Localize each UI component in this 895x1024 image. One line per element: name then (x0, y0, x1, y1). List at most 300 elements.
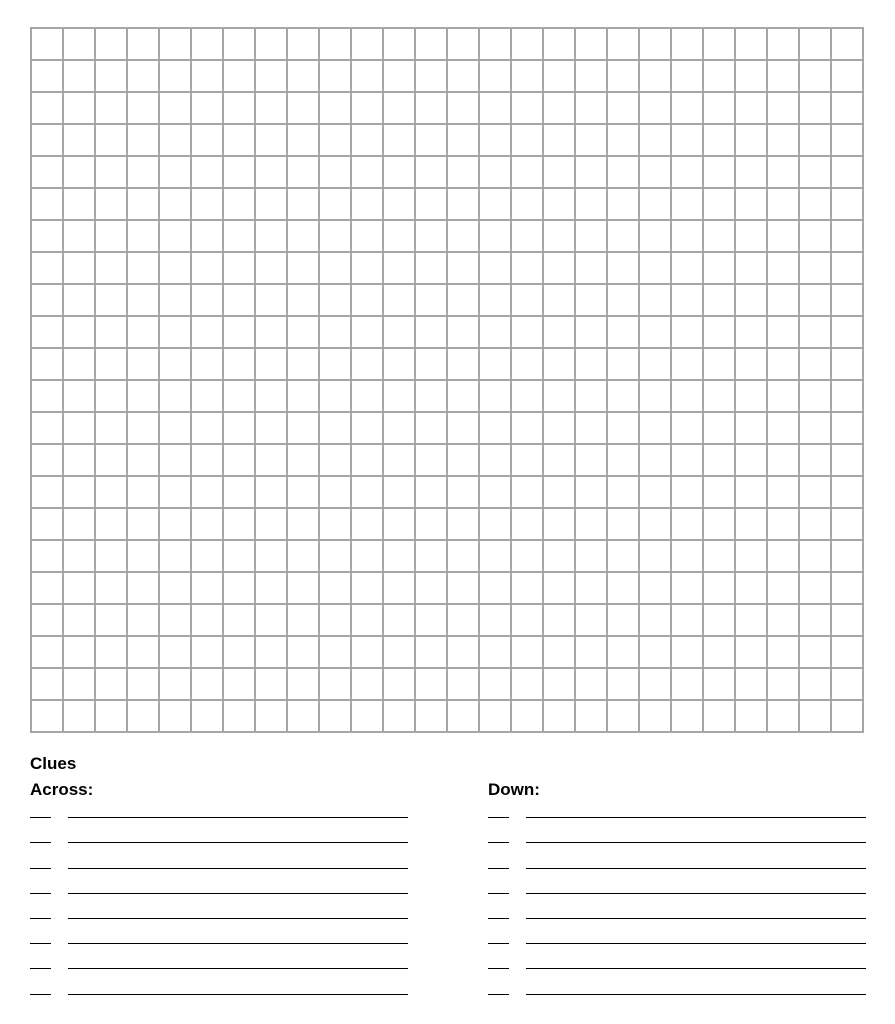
grid-cell[interactable] (128, 93, 160, 125)
grid-cell[interactable] (448, 669, 480, 701)
grid-cell[interactable] (736, 445, 768, 477)
grid-cell[interactable] (608, 157, 640, 189)
grid-cell[interactable] (800, 605, 832, 637)
clue-number-blank[interactable] (30, 868, 51, 869)
grid-cell[interactable] (160, 349, 192, 381)
grid-cell[interactable] (384, 317, 416, 349)
grid-cell[interactable] (384, 413, 416, 445)
grid-cell[interactable] (448, 381, 480, 413)
grid-cell[interactable] (96, 445, 128, 477)
grid-cell[interactable] (32, 637, 64, 669)
grid-cell[interactable] (160, 509, 192, 541)
grid-cell[interactable] (640, 637, 672, 669)
grid-cell[interactable] (224, 605, 256, 637)
grid-cell[interactable] (256, 477, 288, 509)
grid-cell[interactable] (448, 189, 480, 221)
grid-cell[interactable] (704, 61, 736, 93)
clue-text-blank[interactable] (526, 918, 866, 919)
grid-cell[interactable] (736, 509, 768, 541)
grid-cell[interactable] (96, 285, 128, 317)
grid-cell[interactable] (480, 125, 512, 157)
grid-cell[interactable] (416, 477, 448, 509)
grid-cell[interactable] (480, 445, 512, 477)
grid-cell[interactable] (256, 221, 288, 253)
grid-cell[interactable] (288, 61, 320, 93)
grid-cell[interactable] (96, 413, 128, 445)
grid-cell[interactable] (544, 701, 576, 733)
grid-cell[interactable] (256, 157, 288, 189)
grid-cell[interactable] (640, 413, 672, 445)
grid-cell[interactable] (672, 701, 704, 733)
grid-cell[interactable] (512, 221, 544, 253)
clue-number-blank[interactable] (488, 842, 509, 843)
grid-cell[interactable] (128, 637, 160, 669)
grid-cell[interactable] (480, 509, 512, 541)
grid-cell[interactable] (768, 381, 800, 413)
grid-cell[interactable] (256, 189, 288, 221)
clue-number-blank[interactable] (30, 943, 51, 944)
grid-cell[interactable] (544, 381, 576, 413)
grid-cell[interactable] (640, 157, 672, 189)
grid-cell[interactable] (416, 413, 448, 445)
grid-cell[interactable] (96, 669, 128, 701)
grid-cell[interactable] (576, 701, 608, 733)
grid-cell[interactable] (416, 701, 448, 733)
grid-cell[interactable] (512, 477, 544, 509)
grid-cell[interactable] (288, 285, 320, 317)
grid-cell[interactable] (288, 477, 320, 509)
grid-cell[interactable] (512, 637, 544, 669)
grid-cell[interactable] (448, 637, 480, 669)
grid-cell[interactable] (800, 413, 832, 445)
grid-cell[interactable] (800, 317, 832, 349)
grid-cell[interactable] (64, 93, 96, 125)
grid-cell[interactable] (160, 189, 192, 221)
grid-cell[interactable] (128, 509, 160, 541)
grid-cell[interactable] (128, 349, 160, 381)
grid-cell[interactable] (352, 317, 384, 349)
grid-cell[interactable] (32, 413, 64, 445)
grid-cell[interactable] (672, 477, 704, 509)
clue-text-blank[interactable] (526, 893, 866, 894)
grid-cell[interactable] (96, 349, 128, 381)
grid-cell[interactable] (160, 413, 192, 445)
grid-cell[interactable] (768, 669, 800, 701)
grid-cell[interactable] (800, 285, 832, 317)
grid-cell[interactable] (704, 477, 736, 509)
grid-cell[interactable] (448, 61, 480, 93)
grid-cell[interactable] (448, 701, 480, 733)
grid-cell[interactable] (256, 253, 288, 285)
grid-cell[interactable] (192, 381, 224, 413)
grid-cell[interactable] (320, 509, 352, 541)
grid-cell[interactable] (128, 189, 160, 221)
grid-cell[interactable] (224, 509, 256, 541)
grid-cell[interactable] (704, 509, 736, 541)
grid-cell[interactable] (832, 413, 864, 445)
grid-cell[interactable] (608, 701, 640, 733)
grid-cell[interactable] (320, 157, 352, 189)
grid-cell[interactable] (384, 509, 416, 541)
grid-cell[interactable] (416, 61, 448, 93)
grid-cell[interactable] (576, 669, 608, 701)
grid-cell[interactable] (96, 189, 128, 221)
grid-cell[interactable] (384, 605, 416, 637)
grid-cell[interactable] (416, 29, 448, 61)
grid-cell[interactable] (736, 157, 768, 189)
grid-cell[interactable] (192, 605, 224, 637)
grid-cell[interactable] (480, 317, 512, 349)
grid-cell[interactable] (352, 61, 384, 93)
grid-cell[interactable] (736, 317, 768, 349)
grid-cell[interactable] (672, 317, 704, 349)
grid-cell[interactable] (96, 701, 128, 733)
grid-cell[interactable] (608, 29, 640, 61)
grid-cell[interactable] (704, 29, 736, 61)
grid-cell[interactable] (832, 285, 864, 317)
grid-cell[interactable] (704, 541, 736, 573)
grid-cell[interactable] (352, 157, 384, 189)
grid-cell[interactable] (704, 157, 736, 189)
grid-cell[interactable] (736, 541, 768, 573)
grid-cell[interactable] (768, 605, 800, 637)
grid-cell[interactable] (640, 349, 672, 381)
grid-cell[interactable] (544, 509, 576, 541)
grid-cell[interactable] (704, 285, 736, 317)
grid-cell[interactable] (640, 701, 672, 733)
grid-cell[interactable] (576, 541, 608, 573)
clue-text-blank[interactable] (68, 918, 408, 919)
grid-cell[interactable] (640, 509, 672, 541)
grid-cell[interactable] (800, 93, 832, 125)
grid-cell[interactable] (416, 317, 448, 349)
grid-cell[interactable] (512, 61, 544, 93)
grid-cell[interactable] (512, 381, 544, 413)
grid-cell[interactable] (800, 189, 832, 221)
grid-cell[interactable] (384, 189, 416, 221)
grid-cell[interactable] (416, 221, 448, 253)
grid-cell[interactable] (480, 189, 512, 221)
grid-cell[interactable] (544, 669, 576, 701)
grid-cell[interactable] (448, 349, 480, 381)
grid-cell[interactable] (32, 381, 64, 413)
grid-cell[interactable] (512, 573, 544, 605)
grid-cell[interactable] (416, 445, 448, 477)
grid-cell[interactable] (544, 189, 576, 221)
grid-cell[interactable] (160, 637, 192, 669)
grid-cell[interactable] (800, 125, 832, 157)
grid-cell[interactable] (96, 509, 128, 541)
clue-number-blank[interactable] (30, 893, 51, 894)
grid-cell[interactable] (288, 669, 320, 701)
grid-cell[interactable] (768, 189, 800, 221)
grid-cell[interactable] (672, 445, 704, 477)
grid-cell[interactable] (512, 669, 544, 701)
grid-cell[interactable] (480, 253, 512, 285)
grid-cell[interactable] (224, 573, 256, 605)
grid-cell[interactable] (672, 605, 704, 637)
grid-cell[interactable] (512, 701, 544, 733)
grid-cell[interactable] (224, 125, 256, 157)
grid-cell[interactable] (224, 381, 256, 413)
grid-cell[interactable] (384, 477, 416, 509)
grid-cell[interactable] (352, 541, 384, 573)
grid-cell[interactable] (416, 189, 448, 221)
grid-cell[interactable] (672, 637, 704, 669)
grid-cell[interactable] (640, 669, 672, 701)
grid-cell[interactable] (704, 381, 736, 413)
grid-cell[interactable] (32, 317, 64, 349)
grid-cell[interactable] (544, 317, 576, 349)
grid-cell[interactable] (128, 381, 160, 413)
grid-cell[interactable] (384, 61, 416, 93)
grid-cell[interactable] (512, 413, 544, 445)
grid-cell[interactable] (800, 253, 832, 285)
grid-cell[interactable] (640, 253, 672, 285)
grid-cell[interactable] (160, 445, 192, 477)
grid-cell[interactable] (544, 445, 576, 477)
grid-cell[interactable] (192, 125, 224, 157)
grid-cell[interactable] (736, 93, 768, 125)
grid-cell[interactable] (576, 221, 608, 253)
grid-cell[interactable] (352, 477, 384, 509)
grid-cell[interactable] (320, 637, 352, 669)
grid-cell[interactable] (640, 573, 672, 605)
grid-cell[interactable] (192, 189, 224, 221)
grid-cell[interactable] (160, 669, 192, 701)
grid-cell[interactable] (608, 285, 640, 317)
grid-cell[interactable] (320, 317, 352, 349)
grid-cell[interactable] (128, 477, 160, 509)
grid-cell[interactable] (640, 381, 672, 413)
grid-cell[interactable] (288, 701, 320, 733)
grid-cell[interactable] (672, 509, 704, 541)
grid-cell[interactable] (800, 349, 832, 381)
grid-cell[interactable] (640, 221, 672, 253)
grid-cell[interactable] (384, 157, 416, 189)
grid-cell[interactable] (256, 317, 288, 349)
grid-cell[interactable] (608, 253, 640, 285)
grid-cell[interactable] (384, 93, 416, 125)
grid-cell[interactable] (576, 605, 608, 637)
grid-cell[interactable] (672, 669, 704, 701)
grid-cell[interactable] (736, 189, 768, 221)
clue-number-blank[interactable] (488, 968, 509, 969)
grid-cell[interactable] (416, 125, 448, 157)
grid-cell[interactable] (32, 221, 64, 253)
grid-cell[interactable] (320, 29, 352, 61)
grid-cell[interactable] (64, 605, 96, 637)
grid-cell[interactable] (512, 605, 544, 637)
grid-cell[interactable] (768, 509, 800, 541)
grid-cell[interactable] (128, 605, 160, 637)
grid-cell[interactable] (320, 541, 352, 573)
grid-cell[interactable] (800, 637, 832, 669)
grid-cell[interactable] (768, 701, 800, 733)
grid-cell[interactable] (448, 93, 480, 125)
grid-cell[interactable] (640, 61, 672, 93)
grid-cell[interactable] (352, 637, 384, 669)
clue-number-blank[interactable] (488, 943, 509, 944)
grid-cell[interactable] (832, 445, 864, 477)
grid-cell[interactable] (352, 253, 384, 285)
grid-cell[interactable] (832, 317, 864, 349)
grid-cell[interactable] (352, 605, 384, 637)
grid-cell[interactable] (768, 93, 800, 125)
grid-cell[interactable] (480, 285, 512, 317)
grid-cell[interactable] (480, 573, 512, 605)
grid-cell[interactable] (256, 349, 288, 381)
grid-cell[interactable] (608, 125, 640, 157)
grid-cell[interactable] (224, 541, 256, 573)
grid-cell[interactable] (608, 317, 640, 349)
grid-cell[interactable] (288, 381, 320, 413)
grid-cell[interactable] (224, 189, 256, 221)
grid-cell[interactable] (320, 221, 352, 253)
grid-cell[interactable] (512, 253, 544, 285)
grid-cell[interactable] (256, 125, 288, 157)
grid-cell[interactable] (736, 349, 768, 381)
grid-cell[interactable] (128, 573, 160, 605)
grid-cell[interactable] (288, 573, 320, 605)
grid-cell[interactable] (160, 29, 192, 61)
grid-cell[interactable] (448, 253, 480, 285)
grid-cell[interactable] (448, 317, 480, 349)
grid-cell[interactable] (288, 445, 320, 477)
grid-cell[interactable] (64, 349, 96, 381)
grid-cell[interactable] (64, 253, 96, 285)
grid-cell[interactable] (768, 541, 800, 573)
grid-cell[interactable] (672, 93, 704, 125)
grid-cell[interactable] (480, 157, 512, 189)
grid-cell[interactable] (832, 189, 864, 221)
grid-cell[interactable] (96, 605, 128, 637)
grid-cell[interactable] (832, 349, 864, 381)
grid-cell[interactable] (800, 509, 832, 541)
grid-cell[interactable] (800, 381, 832, 413)
grid-cell[interactable] (640, 189, 672, 221)
grid-cell[interactable] (384, 29, 416, 61)
grid-cell[interactable] (736, 573, 768, 605)
grid-cell[interactable] (608, 61, 640, 93)
grid-cell[interactable] (736, 701, 768, 733)
clue-text-blank[interactable] (68, 868, 408, 869)
grid-cell[interactable] (416, 381, 448, 413)
grid-cell[interactable] (32, 349, 64, 381)
grid-cell[interactable] (736, 61, 768, 93)
grid-cell[interactable] (288, 317, 320, 349)
grid-cell[interactable] (320, 285, 352, 317)
clue-number-blank[interactable] (30, 994, 51, 995)
grid-cell[interactable] (256, 61, 288, 93)
grid-cell[interactable] (640, 285, 672, 317)
grid-cell[interactable] (480, 413, 512, 445)
grid-cell[interactable] (64, 637, 96, 669)
grid-cell[interactable] (288, 221, 320, 253)
grid-cell[interactable] (704, 253, 736, 285)
grid-cell[interactable] (512, 541, 544, 573)
grid-cell[interactable] (256, 701, 288, 733)
grid-cell[interactable] (832, 669, 864, 701)
grid-cell[interactable] (128, 29, 160, 61)
clue-text-blank[interactable] (68, 943, 408, 944)
grid-cell[interactable] (160, 381, 192, 413)
grid-cell[interactable] (832, 541, 864, 573)
grid-cell[interactable] (672, 349, 704, 381)
grid-cell[interactable] (480, 701, 512, 733)
grid-cell[interactable] (320, 605, 352, 637)
grid-cell[interactable] (416, 573, 448, 605)
grid-cell[interactable] (736, 29, 768, 61)
grid-cell[interactable] (512, 29, 544, 61)
grid-cell[interactable] (544, 349, 576, 381)
grid-cell[interactable] (480, 93, 512, 125)
grid-cell[interactable] (832, 701, 864, 733)
grid-cell[interactable] (384, 253, 416, 285)
grid-cell[interactable] (64, 701, 96, 733)
grid-cell[interactable] (320, 573, 352, 605)
grid-cell[interactable] (384, 445, 416, 477)
grid-cell[interactable] (672, 381, 704, 413)
grid-cell[interactable] (256, 669, 288, 701)
grid-cell[interactable] (544, 541, 576, 573)
grid-cell[interactable] (832, 605, 864, 637)
grid-cell[interactable] (576, 509, 608, 541)
grid-cell[interactable] (352, 573, 384, 605)
grid-cell[interactable] (576, 93, 608, 125)
grid-cell[interactable] (160, 317, 192, 349)
grid-cell[interactable] (800, 669, 832, 701)
grid-cell[interactable] (96, 317, 128, 349)
grid-cell[interactable] (736, 381, 768, 413)
grid-cell[interactable] (544, 29, 576, 61)
grid-cell[interactable] (480, 637, 512, 669)
grid-cell[interactable] (544, 125, 576, 157)
grid-cell[interactable] (64, 413, 96, 445)
grid-cell[interactable] (256, 605, 288, 637)
grid-cell[interactable] (544, 605, 576, 637)
grid-cell[interactable] (352, 221, 384, 253)
grid-cell[interactable] (768, 445, 800, 477)
grid-cell[interactable] (352, 509, 384, 541)
grid-cell[interactable] (384, 541, 416, 573)
grid-cell[interactable] (576, 445, 608, 477)
grid-cell[interactable] (512, 189, 544, 221)
grid-cell[interactable] (672, 157, 704, 189)
grid-cell[interactable] (704, 573, 736, 605)
grid-cell[interactable] (352, 349, 384, 381)
grid-cell[interactable] (288, 253, 320, 285)
grid-cell[interactable] (704, 445, 736, 477)
grid-cell[interactable] (832, 29, 864, 61)
grid-cell[interactable] (192, 669, 224, 701)
grid-cell[interactable] (736, 221, 768, 253)
grid-cell[interactable] (704, 93, 736, 125)
grid-cell[interactable] (608, 93, 640, 125)
grid-cell[interactable] (672, 413, 704, 445)
grid-cell[interactable] (64, 573, 96, 605)
grid-cell[interactable] (384, 285, 416, 317)
grid-cell[interactable] (832, 61, 864, 93)
grid-cell[interactable] (32, 509, 64, 541)
grid-cell[interactable] (320, 253, 352, 285)
clue-number-blank[interactable] (488, 918, 509, 919)
clue-number-blank[interactable] (488, 893, 509, 894)
grid-cell[interactable] (416, 285, 448, 317)
grid-cell[interactable] (512, 157, 544, 189)
grid-cell[interactable] (672, 541, 704, 573)
grid-cell[interactable] (448, 445, 480, 477)
